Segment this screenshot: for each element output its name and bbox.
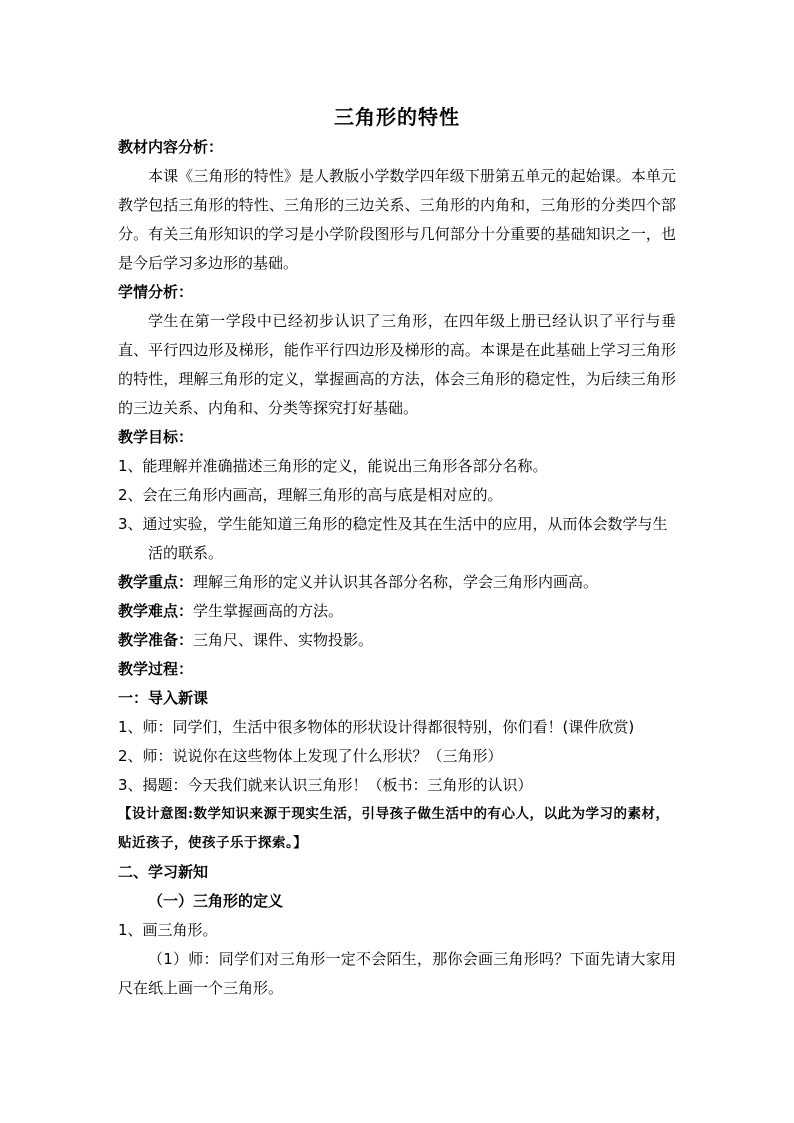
draw-heading: 1、画三角形。: [118, 921, 218, 939]
preparation-label: 教学准备：: [118, 631, 194, 649]
document-body: [118, 101, 676, 1003]
learner-heading: 学情分析：: [118, 283, 194, 301]
part1-heading: 一：导入新课: [118, 689, 209, 707]
key-point-line: [118, 568, 676, 597]
key-point-text: 理解三角形的定义并认识其各部分名称，学会三角形内画高。: [193, 573, 599, 591]
part2-heading: 二、学习新知: [118, 863, 209, 881]
goals-heading: 教学目标：: [118, 428, 194, 446]
part2-subheading: （一）三角形的定义: [148, 892, 284, 910]
goal-item-3: 3、通过实验，学生能知道三角形的稳定性及其在生活中的应用，从而体会数学与生活的联系。: [118, 515, 668, 562]
design-intent-note: 【设计意图:数学知识来源于现实生活，引导孩子做生活中的有心人，以此为学习的素材，贴近孩子，使孩子乐于探索。】: [118, 806, 670, 851]
analysis-heading: 教材内容分析：: [118, 138, 224, 156]
difficulty-label: 教学难点：: [118, 602, 194, 620]
page-title: 三角形的特性: [334, 105, 460, 129]
difficulty-line: [118, 597, 676, 626]
goal-item-1: 1、能理解并准确描述三角形的定义，能说出三角形各部分名称。: [118, 457, 548, 475]
analysis-paragraph: 本课《三角形的特性》是人教版小学数学四年级下册第五单元的起始课。本单元教学包括三角形的特性、三角形的三边关系、三角形的内角和，三角形的分类四个部分。有关三角形知识的学习是小学阶段图形与几何部分十分重要的基础知识之一，也是今后学习多边形的基础。: [118, 167, 676, 272]
part1-item-1: 1、师：同学们，生活中很多物体的形状设计得都很特别，你们看！(课件欣赏): [118, 718, 635, 736]
preparation-line: [118, 626, 676, 655]
key-point-label: 教学重点：: [118, 573, 194, 591]
draw-paragraph: （1）师：同学们对三角形一定不会陌生，那你会画三角形吗？下面先请大家用尺在纸上画一个三角形。: [118, 950, 676, 997]
goal-item-2: 2、会在三角形内画高，理解三角形的高与底是相对应的。: [118, 486, 503, 504]
learner-paragraph: 学生在第一学段中已经初步认识了三角形，在四年级上册已经认识了平行与垂直、平行四边形及梯形，能作平行四边形及梯形的高。本课是在此基础上学习三角形的特性，理解三角形的定义，掌握画高的方法，体会三角形的稳定性，为后续三角形的三边关系、内角和、分类等探究打好基础。: [118, 312, 676, 417]
part1-item-3: 3、揭题：今天我们就来认识三角形！（板书：三角形的认识）: [118, 776, 533, 794]
difficulty-text: 学生掌握画高的方法。: [193, 602, 344, 620]
process-heading: 教学过程：: [118, 660, 194, 678]
part1-item-2: 2、师：说说你在这些物体上发现了什么形状？（三角形）: [118, 747, 503, 765]
preparation-text: 三角尺、课件、实物投影。: [193, 631, 374, 649]
